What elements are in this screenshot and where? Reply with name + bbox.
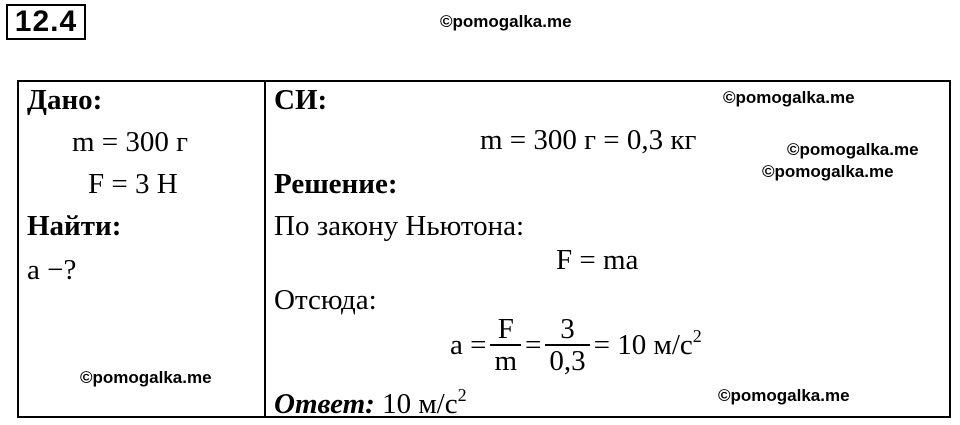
hence-text: Отсюда: bbox=[274, 284, 377, 316]
answer-value: 10 м/с bbox=[382, 388, 458, 420]
si-title: СИ: bbox=[274, 84, 328, 116]
law-formula: F = ma bbox=[556, 244, 639, 276]
watermark-top: ©pomogalka.me bbox=[440, 12, 572, 31]
problem-number: 12.4 bbox=[6, 4, 86, 40]
watermark-right-3: ©pomogalka.me bbox=[762, 162, 894, 181]
given-force: F = 3 Н bbox=[88, 168, 178, 200]
law-text: По закону Ньютона: bbox=[274, 210, 525, 242]
answer-line bbox=[274, 385, 467, 420]
given-mass: m = 300 г bbox=[72, 126, 189, 158]
formula-result-exponent: 2 bbox=[692, 325, 702, 346]
formula-result-text: = 10 м/с bbox=[593, 328, 693, 361]
watermark-right-2: ©pomogalka.me bbox=[787, 140, 919, 159]
watermark-right-4: ©pomogalka.me bbox=[718, 386, 850, 405]
acceleration-formula bbox=[450, 314, 702, 377]
fraction-numerator: 3 bbox=[560, 313, 575, 345]
si-conversion: m = 300 г = 0,3 кг bbox=[480, 124, 697, 156]
answer-exponent: 2 bbox=[457, 385, 467, 405]
solution-title: Решение: bbox=[274, 168, 398, 200]
given-title: Дано: bbox=[27, 84, 103, 116]
answer-label: Ответ: bbox=[274, 388, 375, 420]
table-divider bbox=[264, 80, 266, 418]
fraction-values bbox=[545, 314, 589, 377]
fraction-denominator: m bbox=[490, 344, 521, 376]
watermark-right-1: ©pomogalka.me bbox=[723, 88, 855, 107]
watermark-left: ©pomogalka.me bbox=[80, 368, 212, 387]
formula-equals: = bbox=[525, 328, 542, 361]
find-quantity: a −? bbox=[27, 254, 77, 286]
find-title: Найти: bbox=[27, 210, 122, 242]
fraction-denominator: 0,3 bbox=[545, 344, 589, 376]
fraction-force-mass bbox=[490, 314, 521, 377]
formula-result bbox=[593, 325, 702, 361]
formula-lhs: a = bbox=[450, 328, 487, 361]
fraction-numerator: F bbox=[497, 313, 514, 345]
